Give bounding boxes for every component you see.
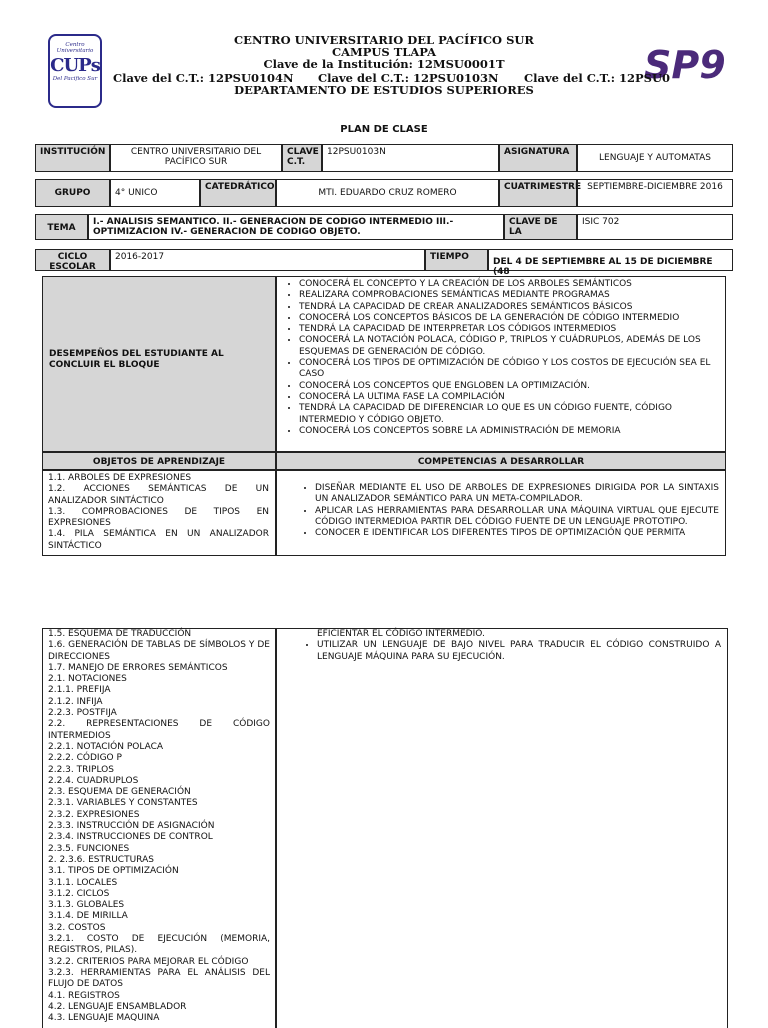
objeto-item: 2.2.3. TRIPLOS: [48, 764, 114, 775]
competencias-page1-box: [276, 470, 726, 556]
objeto-item: 2.3.5. FUNCIONES: [48, 843, 130, 854]
objeto-item: 3.1.1. LOCALES: [48, 877, 118, 888]
desempeno-item: • CONOCERÁ LOS CONCEPTOS BÁSICOS DE LA GENERACIÓN DE CÓDIGO INTERMEDIO: [299, 313, 721, 324]
objetos-page2-box: [42, 628, 276, 1028]
competencia-item: • DISEÑAR MEDIANTE EL USO DE ARBOLES DE EXPRESIONES DIRIGIDA POR LA SINTAXIS UN ANALIZADOR SEMÁNTICO PARA UN META-COMPILADOR.: [315, 483, 719, 506]
objeto-item: 4.3. LENGUAJE MAQUINA: [48, 1013, 160, 1024]
tema-value: I.- ANALISIS SEMANTICO. II.- GENERACION DE CODIGO INTERMEDIO III.- OPTIMIZACION IV.- GENERACION DE CODIGO OBJETO.: [88, 214, 504, 240]
sp9-logo-text: SP9: [644, 43, 726, 87]
objetos-page1-list: [48, 473, 269, 552]
desempeno-item: • CONOCERÁ LOS CONCEPTOS SOBRE LA ADMINISTRACIÓN DE MEMORIA: [299, 426, 721, 437]
tiempo-label: TIEMPO: [425, 249, 488, 271]
ciclo-label: CICLO ESCOLAR: [35, 249, 110, 271]
logo-left-line1: Centro Universitario: [56, 42, 94, 54]
objeto-item: 3.2.2. CRITERIOS PARA MEJORAR EL CÓDIGO: [48, 956, 249, 967]
clave-label: CLAVE C.T.: [282, 144, 322, 172]
desempeno-item: • CONOCERÁ LA NOTACIÓN POLACA, CÓDIGO P, TRIPLOS Y CUÁDRUPLOS, ADEMÁS DE LOS ESQUEMAS DE GENERACIÓN DE CÓDIGO.: [299, 335, 721, 358]
objeto-item: 4.1. REGISTROS: [48, 990, 120, 1001]
logo-left-line2: Del Pacifico Sur: [52, 76, 98, 82]
objeto-item: 2. 2.3.6. ESTRUCTURAS: [48, 854, 154, 865]
grupo-value: 4° UNICO: [110, 179, 200, 207]
objeto-item: 2.3. ESQUEMA DE GENERACIÓN: [48, 787, 191, 798]
ct-key-2: Clave del C.T.: 12PSU0103N: [318, 71, 499, 85]
objeto-item: 1.6. GENERACIÓN DE TABLAS DE SÍMBOLOS Y DE DIRECCIONES: [48, 640, 270, 662]
ciclo-value: 2016-2017: [110, 249, 425, 271]
tiempo-value: DEL 4 DE SEPTIEMBRE AL 15 DE DICIEMBRE (48: [488, 249, 733, 271]
objeto-item: 2.3.3. INSTRUCCIÓN DE ASIGNACIÓN: [48, 821, 215, 832]
objetos-page2-list: [48, 629, 270, 1024]
catedratico-value: MTI. EDUARDO CRUZ ROMERO: [276, 179, 499, 207]
objeto-item: 2.2. REPRESENTACIONES DE CÓDIGO INTERMEDIOS: [48, 719, 270, 741]
clave-de-la-label: CLAVE DE LA: [504, 214, 577, 240]
objeto-item: 3.1.2. CICLOS: [48, 888, 110, 899]
objeto-item: 3.1.4. DE MIRILLA: [48, 911, 128, 922]
cuatrimestre-value: SEPTIEMBRE-DICIEMBRE 2016: [577, 179, 733, 207]
desempenos-list-box: [276, 276, 726, 452]
header-line-1: CENTRO UNIVERSITARIO DEL PACÍFICO SUR: [234, 33, 534, 47]
competencias-page2-cont: EFICIENTAR EL CÓDIGO INTERMEDIO.: [317, 629, 485, 639]
objeto-item: 2.3.4. INSTRUCCIONES DE CONTROL: [48, 832, 213, 843]
competencia-item: • UTILIZAR UN LENGUAJE DE BAJO NIVEL PARA TRADUCIR EL CÓDIGO CONSTRUIDO A LENGUAJE MÁQUINA PARA SU EJECUCIÓN.: [317, 640, 721, 663]
competencias-page2-box: [276, 628, 728, 1028]
cuatrimestre-label: CUATRIMESTRE: [499, 179, 577, 207]
clave-value: 12PSU0103N: [322, 144, 499, 172]
header-line-2: CAMPUS TLAPA: [331, 45, 437, 59]
competencias-page1-list: [277, 483, 719, 539]
objeto-item: 2.2.4. CUADRUPLOS: [48, 775, 139, 786]
department: DEPARTAMENTO DE ESTUDIOS SUPERIORES: [234, 83, 534, 97]
page-title: PLAN DE CLASE: [340, 124, 428, 135]
objeto-item: 1.7. MANEJO DE ERRORES SEMÁNTICOS: [48, 662, 228, 673]
competencias-header: COMPETENCIAS A DESARROLLAR: [276, 452, 726, 470]
objeto-item: 2.1. NOTACIONES: [48, 674, 127, 685]
logo-left-big: CUPs: [50, 55, 100, 76]
objetos-header: OBJETOS DE APRENDIZAJE: [42, 452, 276, 470]
objeto-item: 3.2. COSTOS: [48, 922, 106, 933]
desempeno-item: • TENDRÁ LA CAPACIDAD DE CREAR ANALIZADORES SEMÁNTICOS BÁSICOS: [299, 302, 721, 313]
objeto-item: 1.1. ARBOLES DE EXPRESIONES: [48, 473, 192, 483]
desempeno-item: • REALIZARA COMPROBACIONES SEMÁNTICAS MEDIANTE PROGRAMAS: [299, 290, 721, 301]
desempeno-item: • CONOCERÁ EL CONCEPTO Y LA CREACIÓN DE LOS ARBOLES SEMÁNTICOS: [299, 279, 721, 290]
objeto-item: 2.2.1. NOTACIÓN POLACA: [48, 741, 164, 752]
objetos-page1-box: [42, 470, 276, 556]
institucion-value: CENTRO UNIVERSITARIO DEL PACÍFICO SUR: [110, 144, 282, 172]
competencia-item: • CONOCER E IDENTIFICAR LOS DIFERENTES TIPOS DE OPTIMIZACIÓN QUE PERMITA: [315, 528, 719, 539]
objeto-item: 3.1. TIPOS DE OPTIMIZACIÓN: [48, 866, 179, 877]
desempenos-label: DESEMPEÑOS DEL ESTUDIANTE AL CONCLUIR EL BLOQUE: [42, 276, 276, 452]
asignatura-value: LENGUAJE Y AUTOMATAS: [577, 144, 733, 172]
header-line-3: Clave de la Institución: 12MSU0001T: [263, 57, 505, 71]
tema-label: TEMA: [35, 214, 88, 240]
objeto-item: 1.4. PILA SEMÁNTICA EN UN ANALIZADOR SINTÁCTICO: [48, 529, 269, 551]
competencias-page2-list: [277, 640, 721, 663]
desempeno-item: • CONOCERÁ LOS TIPOS DE OPTIMIZACIÓN DE CÓDIGO Y LOS COSTOS DE EJECUCIÓN SEA EL CASO: [299, 358, 721, 381]
catedratico-label: CATEDRÁTICO: [200, 179, 276, 207]
objeto-item: 2.1.1. PREFIJA: [48, 685, 111, 696]
objeto-item: 2.2.3. POSTFIJA: [48, 708, 117, 719]
clave-de-la-value: ISIC 702: [577, 214, 733, 240]
competencia-item: • APLICAR LAS HERRAMIENTAS PARA DESARROLLAR UNA MÁQUINA VIRTUAL QUE EJECUTE CÓDIGO INTERMEDIOA PARTIR DEL CÓDIGO FUENTE DE UN LENGUAJE PROTOTIPO.: [315, 506, 719, 529]
objeto-item: 2.1.2. INFIJA: [48, 696, 103, 707]
objeto-item: 2.3.2. EXPRESIONES: [48, 809, 140, 820]
ct-key-3: Clave del C.T.: 12PSU0: [524, 71, 670, 85]
desempeno-item: • CONOCERÁ LA ULTIMA FASE LA COMPILACIÓN: [299, 392, 721, 403]
objeto-item: 3.2.1. COSTO DE EJECUCIÓN (MEMORIA, REGISTROS, PILAS).: [48, 934, 270, 956]
desempeno-item: • TENDRÁ LA CAPACIDAD DE INTERPRETAR LOS CÓDIGOS INTERMEDIOS: [299, 324, 721, 335]
asignatura-label: ASIGNATURA: [499, 144, 577, 172]
objeto-item: 3.2.3. HERRAMIENTAS PARA EL ANÁLISIS DEL FLUJO DE DATOS: [48, 967, 270, 990]
objeto-item: 2.3.1. VARIABLES Y CONSTANTES: [48, 798, 198, 809]
desempeno-item: • TENDRÁ LA CAPACIDAD DE DIFERENCIAR LO QUE ES UN CÓDIGO FUENTE, CÓDIGO INTERMEDIO Y CÓDIGO OBJETO.: [299, 403, 721, 426]
objeto-item: 1.2. ACCIONES SEMÁNTICAS DE UN ANALIZADOR SINTÁCTICO: [48, 484, 269, 506]
desempeno-item: • CONOCERÁ LOS CONCEPTOS QUE ENGLOBEN LA OPTIMIZACIÓN.: [299, 381, 721, 392]
objeto-item: 3.1.3. GLOBALES: [48, 900, 125, 911]
objeto-item: 2.2.2. CÓDIGO P: [48, 753, 122, 764]
objeto-item: 1.5. ESQUEMA DE TRADUCCIÓN: [48, 629, 192, 639]
institucion-label: INSTITUCIÓN: [35, 144, 110, 172]
objeto-item: 1.3. COMPROBACIONES DE TIPOS EN EXPRESIONES: [48, 506, 269, 529]
grupo-label: GRUPO: [35, 179, 110, 207]
desempenos-list: [277, 279, 721, 437]
objeto-item: 4.2. LENGUAJE ENSAMBLADOR: [48, 1001, 187, 1012]
ct-key-1: Clave del C.T.: 12PSU0104N: [113, 71, 294, 85]
